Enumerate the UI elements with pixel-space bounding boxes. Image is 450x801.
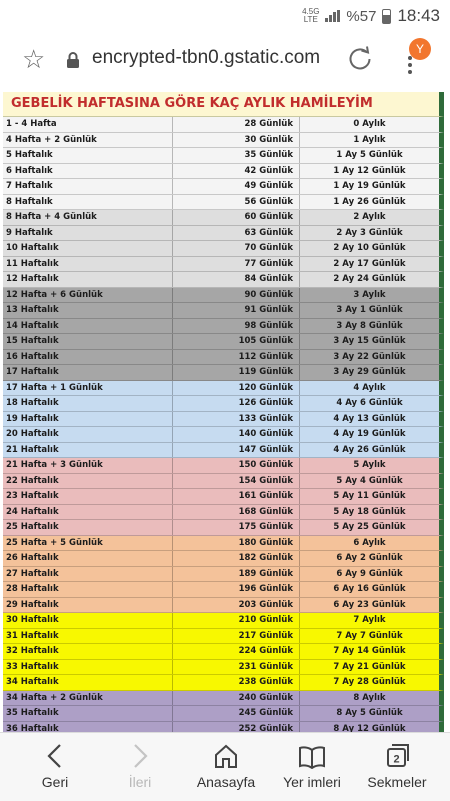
table-title: GEBELİK HAFTASINA GÖRE KAÇ AYLIK HAMİLEYİM: [11, 96, 373, 111]
days-cell: 180 Günlük: [173, 536, 300, 551]
days-cell: 224 Günlük: [173, 644, 300, 659]
days-cell: 105 Günlük: [173, 334, 300, 349]
months-cell: 5 Ay 4 Günlük: [336, 475, 403, 486]
days-cell: 84 Günlük: [173, 272, 300, 287]
days-cell: 30 Günlük: [173, 133, 300, 148]
table-row: [3, 164, 444, 180]
months-cell: 3 Ay 29 Günlük: [333, 367, 406, 377]
week-cell: 8 Haftalık: [3, 195, 173, 210]
months-cell: 1 Ay 12 Günlük: [333, 165, 406, 176]
table-row: [3, 489, 444, 505]
days-cell: 217 Günlük: [173, 629, 300, 644]
bookmarks-icon: [298, 745, 326, 769]
week-cell: 23 Haftalık: [3, 489, 173, 504]
address-bar[interactable]: encrypted-tbn0.gstatic.com: [92, 47, 321, 68]
table-row: [3, 582, 444, 598]
table-row: [3, 350, 444, 366]
bookmarks-button[interactable]: [276, 733, 348, 801]
months-cell: 7 Aylık: [353, 615, 386, 625]
months-cell: 0 Aylık: [353, 119, 386, 129]
table-title-row: [3, 92, 444, 117]
months-cell: 5 Ay 25 Günlük: [333, 522, 406, 532]
months-cell: 2 Ay 3 Günlük: [336, 227, 403, 238]
table-row: [3, 272, 444, 288]
months-cell: 6 Aylık: [353, 537, 386, 548]
week-cell: 24 Haftalık: [3, 505, 173, 520]
status-bar: [0, 0, 450, 32]
week-cell: 12 Haftalık: [3, 272, 173, 287]
days-cell: 168 Günlük: [173, 505, 300, 520]
months-cell: 6 Ay 2 Günlük: [336, 553, 403, 563]
months-cell: 4 Ay 6 Günlük: [336, 398, 403, 408]
months-cell: 8 Ay 5 Günlük: [336, 708, 403, 718]
week-cell: 7 Haftalık: [3, 179, 173, 194]
browser-toolbar: [0, 32, 450, 88]
network-indicator: [302, 8, 319, 24]
days-cell: 189 Günlük: [173, 567, 300, 582]
months-cell: 7 Ay 14 Günlük: [333, 646, 406, 656]
week-cell: 26 Haftalık: [3, 551, 173, 566]
clock: 18:43: [397, 6, 440, 25]
table-row: [3, 520, 444, 536]
week-cell: 35 Haftalık: [3, 706, 173, 721]
days-cell: 147 Günlük: [173, 443, 300, 458]
months-cell: 7 Ay 28 Günlük: [333, 677, 406, 687]
week-cell: 14 Haftalık: [3, 319, 173, 334]
home-button[interactable]: [190, 733, 262, 801]
week-cell: 15 Haftalık: [3, 334, 173, 349]
months-cell: 1 Aylık: [353, 134, 386, 145]
days-cell: 120 Günlük: [173, 381, 300, 396]
days-cell: 150 Günlük: [173, 458, 300, 473]
days-cell: 98 Günlük: [173, 319, 300, 334]
months-cell: 3 Ay 1 Günlük: [336, 305, 403, 315]
days-cell: 161 Günlük: [173, 489, 300, 504]
home-icon: [213, 743, 239, 769]
table-row: [3, 644, 444, 660]
week-cell: 30 Haftalık: [3, 613, 173, 628]
months-cell: 7 Ay 21 Günlük: [333, 661, 406, 672]
forward-button[interactable]: [110, 733, 170, 801]
table-row: [3, 551, 444, 567]
battery-percent: %57: [346, 7, 377, 25]
week-cell: 8 Hafta + 4 Günlük: [3, 210, 173, 225]
days-cell: 240 Günlük: [173, 691, 300, 706]
bookmarks-label: Yer imleri: [283, 774, 341, 790]
days-cell: 140 Günlük: [173, 427, 300, 442]
week-cell: 13 Haftalık: [3, 303, 173, 318]
table-row: [3, 660, 444, 676]
page-content: [0, 88, 450, 732]
months-cell: 5 Ay 18 Günlük: [333, 506, 406, 517]
table-row: [3, 613, 444, 629]
days-cell: 70 Günlük: [173, 241, 300, 256]
week-cell: 21 Hafta + 3 Günlük: [3, 458, 173, 473]
days-cell: 119 Günlük: [173, 365, 300, 380]
days-cell: 252 Günlük: [173, 722, 300, 733]
days-cell: 126 Günlük: [173, 396, 300, 411]
back-label: Geri: [41, 774, 69, 790]
table-row: [3, 133, 444, 149]
table-row: [3, 334, 444, 350]
table-row: [3, 474, 444, 490]
week-cell: 18 Haftalık: [3, 396, 173, 411]
week-cell: 32 Haftalık: [3, 644, 173, 659]
week-cell: 25 Hafta + 5 Günlük: [3, 536, 173, 551]
months-cell: 2 Ay 24 Günlük: [333, 274, 406, 284]
months-cell: 8 Ay 12 Günlük: [333, 723, 406, 732]
table-row: [3, 567, 444, 583]
table-row: [3, 629, 444, 645]
back-arrow-icon: [46, 743, 64, 769]
week-cell: 20 Haftalık: [3, 427, 173, 442]
days-cell: 210 Günlük: [173, 613, 300, 628]
week-cell: 22 Haftalık: [3, 474, 173, 489]
home-label: Anasayfa: [196, 774, 256, 790]
week-cell: 12 Hafta + 6 Günlük: [3, 288, 173, 303]
table-row: [3, 117, 444, 133]
table-row: [3, 257, 444, 273]
week-cell: 25 Haftalık: [3, 520, 173, 535]
months-cell: 7 Ay 7 Günlük: [336, 630, 403, 641]
months-cell: 2 Ay 17 Günlük: [333, 258, 406, 269]
table-row: [3, 303, 444, 319]
days-cell: 56 Günlük: [173, 195, 300, 210]
signal-icon: [325, 10, 340, 22]
months-cell: 8 Aylık: [353, 692, 386, 703]
days-cell: 203 Günlük: [173, 598, 300, 613]
profile-badge[interactable]: Y: [409, 38, 431, 60]
table-row: [3, 691, 444, 707]
tabs-label: Sekmeler: [367, 774, 427, 790]
days-cell: 49 Günlük: [173, 179, 300, 194]
table-row: [3, 505, 444, 521]
days-cell: 77 Günlük: [173, 257, 300, 272]
bottom-navigation: [0, 732, 450, 801]
table-row: [3, 427, 444, 443]
week-cell: 5 Haftalık: [3, 148, 173, 163]
table-row: [3, 195, 444, 211]
table-row: [3, 226, 444, 242]
months-cell: 3 Aylık: [353, 289, 386, 300]
week-cell: 4 Hafta + 2 Günlük: [3, 133, 173, 148]
days-cell: 60 Günlük: [173, 210, 300, 225]
days-cell: 196 Günlük: [173, 582, 300, 597]
table-row: [3, 179, 444, 195]
table-row: [3, 365, 444, 381]
week-cell: 19 Haftalık: [3, 412, 173, 427]
network-label: 4.5G: [302, 7, 320, 16]
week-cell: 1 - 4 Hafta: [3, 117, 173, 132]
days-cell: 245 Günlük: [173, 706, 300, 721]
days-cell: 42 Günlük: [173, 164, 300, 179]
table-row: [3, 288, 444, 304]
pregnancy-table-image: [3, 92, 444, 732]
star-icon[interactable]: ☆: [22, 44, 46, 74]
months-cell: 6 Ay 16 Günlük: [333, 584, 406, 594]
week-cell: 31 Haftalık: [3, 629, 173, 644]
months-cell: 3 Ay 22 Günlük: [333, 351, 406, 362]
months-cell: 1 Ay 26 Günlük: [333, 196, 406, 207]
days-cell: 35 Günlük: [173, 148, 300, 163]
week-cell: 9 Haftalık: [3, 226, 173, 241]
tab-count: 2: [393, 753, 400, 766]
tabs-icon: [384, 743, 410, 769]
lock-icon: [66, 51, 80, 69]
table-row: [3, 319, 444, 335]
week-cell: 11 Haftalık: [3, 257, 173, 272]
days-cell: 28 Günlük: [173, 117, 300, 132]
months-cell: 6 Ay 23 Günlük: [333, 599, 406, 610]
days-cell: 175 Günlük: [173, 520, 300, 535]
battery-icon: [382, 9, 391, 24]
table-row: [3, 148, 444, 164]
table-row: [3, 412, 444, 428]
week-cell: 36 Haftalık: [3, 722, 173, 733]
days-cell: 112 Günlük: [173, 350, 300, 365]
months-cell: 4 Ay 13 Günlük: [333, 413, 406, 424]
table-row: [3, 536, 444, 552]
forward-label: İleri: [128, 774, 152, 790]
forward-arrow-icon: [131, 743, 149, 769]
week-cell: 6 Haftalık: [3, 164, 173, 179]
week-cell: 21 Haftalık: [3, 443, 173, 458]
tabs-button[interactable]: [360, 733, 434, 801]
months-cell: 3 Ay 15 Günlük: [333, 336, 406, 346]
months-cell: 1 Ay 5 Günlük: [336, 150, 403, 160]
week-cell: 33 Haftalık: [3, 660, 173, 675]
table-row: [3, 598, 444, 614]
week-cell: 28 Haftalık: [3, 582, 173, 597]
table-row: [3, 381, 444, 397]
months-cell: 5 Aylık: [353, 460, 386, 470]
days-cell: 154 Günlük: [173, 474, 300, 489]
days-cell: 90 Günlük: [173, 288, 300, 303]
days-cell: 182 Günlük: [173, 551, 300, 566]
week-cell: 10 Haftalık: [3, 241, 173, 256]
back-button[interactable]: [24, 733, 86, 801]
months-cell: 1 Ay 19 Günlük: [333, 181, 406, 191]
table-row: [3, 675, 444, 691]
table-row: [3, 210, 444, 226]
days-cell: 133 Günlük: [173, 412, 300, 427]
months-cell: 2 Ay 10 Günlük: [333, 243, 406, 253]
reload-icon[interactable]: [346, 45, 374, 73]
months-cell: 4 Aylık: [353, 382, 386, 393]
week-cell: 34 Haftalık: [3, 675, 173, 690]
months-cell: 4 Ay 19 Günlük: [333, 429, 406, 439]
days-cell: 238 Günlük: [173, 675, 300, 690]
table-body: [3, 117, 444, 732]
table-row: [3, 706, 444, 722]
months-cell: 6 Ay 9 Günlük: [336, 568, 403, 579]
table-row: [3, 241, 444, 257]
table-row: [3, 458, 444, 474]
table-row: [3, 722, 444, 733]
week-cell: 27 Haftalık: [3, 567, 173, 582]
days-cell: 63 Günlük: [173, 226, 300, 241]
week-cell: 34 Hafta + 2 Günlük: [3, 691, 173, 706]
network-sub-label: LTE: [303, 15, 318, 24]
week-cell: 16 Haftalık: [3, 350, 173, 365]
table-row: [3, 396, 444, 412]
months-cell: 4 Ay 26 Günlük: [333, 444, 406, 455]
days-cell: 231 Günlük: [173, 660, 300, 675]
week-cell: 17 Haftalık: [3, 365, 173, 380]
months-cell: 5 Ay 11 Günlük: [333, 491, 406, 501]
table-row: [3, 443, 444, 459]
week-cell: 29 Haftalık: [3, 598, 173, 613]
months-cell: 3 Ay 8 Günlük: [336, 320, 403, 331]
days-cell: 91 Günlük: [173, 303, 300, 318]
week-cell: 17 Hafta + 1 Günlük: [3, 381, 173, 396]
months-cell: 2 Aylık: [353, 212, 386, 222]
